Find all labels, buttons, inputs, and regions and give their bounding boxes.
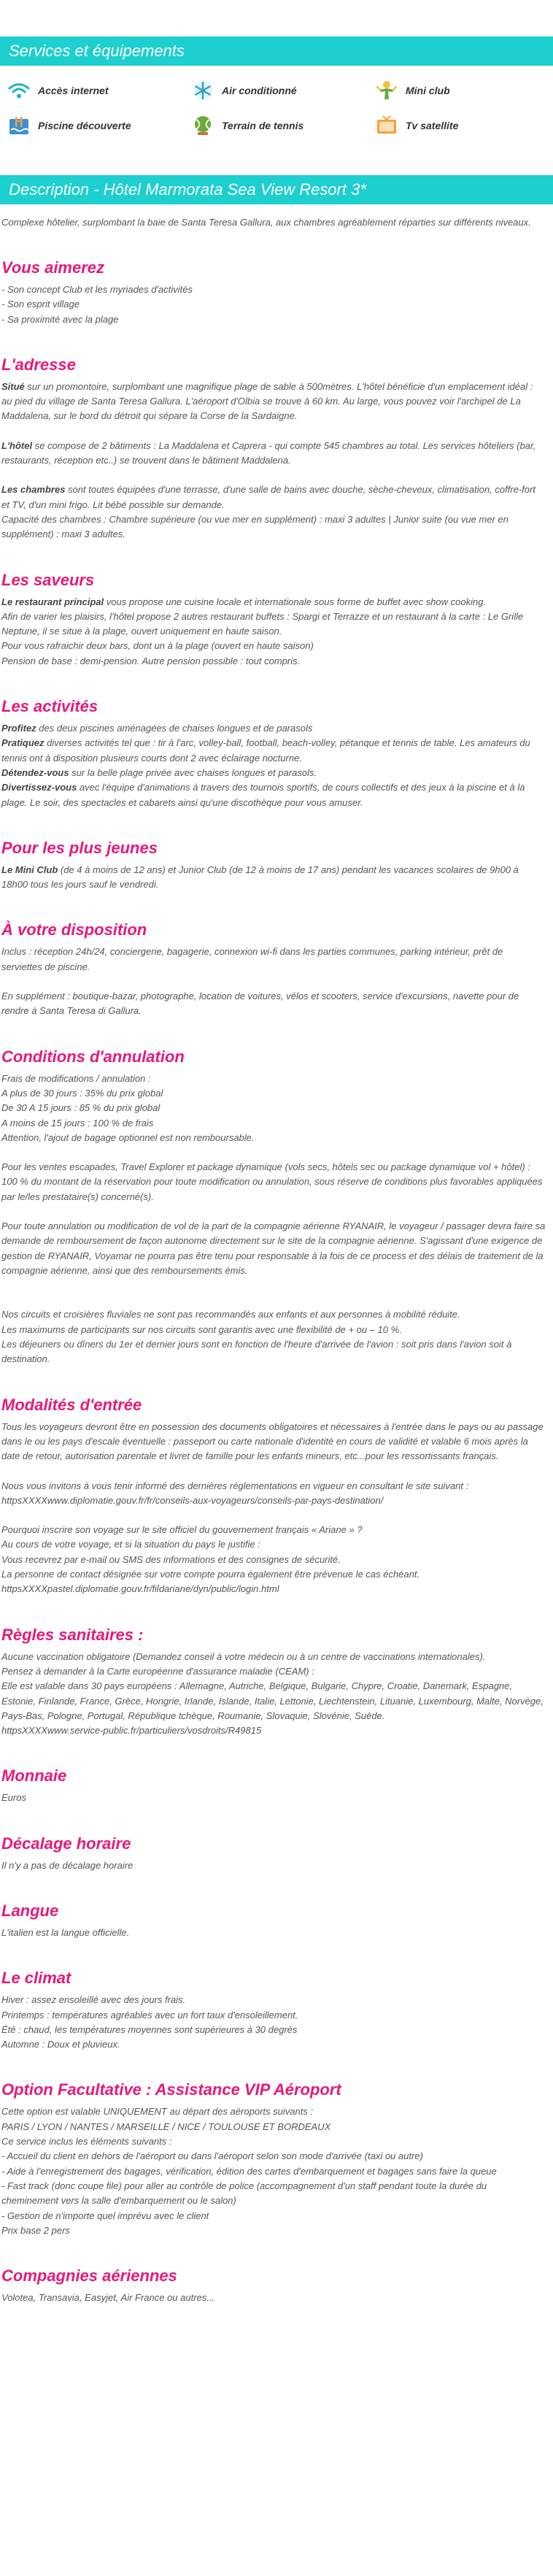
section-title: Conditions d'annulation	[1, 1047, 185, 1066]
equipment-label: Terrain de tennis	[222, 120, 304, 131]
wifi-icon	[7, 79, 31, 102]
paragraph-text: se compose de 2 bâtiments : La Maddalena et Caprera - qui compte 545 chambres au total. Les services hôteliers (bar, restaurants, réception etc..) se trouvent dans le bâtiment Maddalena.	[1, 439, 536, 466]
section-body	[0, 1650, 553, 1739]
bold-lead: Profitez	[1, 723, 36, 734]
paragraph-text: Frais de modifications / annulation : A plus de 30 jours : 35% du prix global De 30 A 15 jours : 85 % du prix global A moins de 15 jours : 100 % de frais Attention, l'ajout de bagage optionnel est non remboursable.	[1, 1072, 255, 1143]
paragraph-text: avec l'équipe d'animations à travers des tournois sportifs, de cours collectifs et des jeux à la piscine et à la plage. Le soir, des spectacles et cabarets ainsi qu'une discothèque pour vous amuser.	[1, 782, 525, 808]
section-title: Monnaie	[1, 1766, 67, 1785]
tv-icon	[375, 114, 398, 137]
equipment-item	[191, 79, 375, 102]
section-body	[0, 863, 553, 893]
section-paragraph	[1, 1219, 546, 1278]
equipment-label: Accès internet	[38, 85, 109, 96]
kids-icon	[375, 79, 398, 102]
pool-icon	[7, 114, 31, 137]
bold-lead: Les chambres	[1, 484, 66, 496]
tennis-icon	[191, 114, 214, 137]
equipment-item	[375, 79, 553, 102]
equipment-label: Tv satellite	[406, 120, 459, 131]
description-title: Description - Hôtel Marmorata Sea View Resort 3*	[0, 175, 553, 204]
section-title: Compagnies aériennes	[1, 2267, 177, 2285]
paragraph-text: Inclus : réception 24h/24, conciergerie, bagagerie, connexion wi-fi dans les parties communes, parking intérieur, prêt de serviettes de piscine.	[1, 946, 503, 972]
paragraph-text: Aucune vaccination obligatoire (Demandez conseil à votre médecin ou à un centre de vaccinations internationales). Pensez à demander à la Carte européenne d'assurance maladie (CEAM) : Elle est valable dans 30 pays européens : Allemagne, Autriche, Belgique, Bulgarie, Chypre, Croatie, Danemark, Espagne, Estonie, Finlande, France, Grèce, Hongrie, Irlande, Islande, Italie, Lettonie, Liechtenstein, Lituanie, Luxembourg, Malte, Norvège, Pays-Bas, Pologne, Portugal, République tchèque, Roumanie, Slovaquie, Slovénie, Suède. httpsXXXXwww.service-public.fr/particuliers/vosdroits/R49815	[1, 1650, 544, 1737]
section-title: Les saveurs	[1, 570, 95, 589]
equipment-item	[7, 114, 191, 137]
paragraph-text: sont toutes équipées d'une terrasse, d'une salle de bains avec douche, sèche-cheveux, climatisation, coffre-fort et TV, d'un mini frigo. Lit bébé possible sur demande. Capacité des chambres : Chambre supérieure (ou vue mer en supplément) : maxi 3 adultes | Junior suite (ou vue mer en supplément) : maxi 3 adultes.	[1, 484, 535, 540]
section-paragraph	[1, 282, 546, 327]
section-paragraph	[1, 1293, 546, 1366]
section-paragraph	[1, 595, 546, 669]
section-paragraph	[1, 721, 546, 810]
section-paragraph	[1, 1926, 546, 1940]
equipment-label: Air conditionné	[222, 85, 297, 96]
section-paragraph	[1, 380, 546, 424]
paragraph-text: Euros	[1, 1792, 26, 1804]
section-paragraph	[1, 1650, 546, 1739]
paragraph-text: Nos circuits et croisières fluviales ne sont pas recommandés aux enfants et aux personnes à mobilité réduite. Les maximums de participants sur nos circuits sont garantis avec une flexibilité de + ou – 10 %. Les déjeuners ou dîners du 1er et dernier jours sont en fonction de l'heure d'arrivée de l'avion : soit pris dans l'avion soit à destination.	[1, 1309, 512, 1365]
section-title: À votre disposition	[1, 920, 147, 939]
paragraph-text: Pour toute annulation ou modification de vol de la part de la compagnie aérienne RYANAIR, le voyageur / passager devra faire sa demande de remboursement de façon autonome directement sur le site de la compagnie aérienne. S'agissant d'une exigence de gestion de RYANAIR, Voyamar ne pourra pas être tenu pour responsable à la fois de ce process et des délais de traitement de la compagnie aérienne, ainsi que des remboursements émis.	[1, 1220, 546, 1276]
paragraph-text: sur un promontoire, surplombant une magnifique plage de sable à 500mètres. L'hôtel bénéficie d'un emplacement idéal : au pied du village de Santa Teresa Gallura. L'aéroport d'Olbia se trouve à 60 km. Au large, vous pouvez voir l'archipel de La Maddalena, sur le bord du détroit qui sépare la Corse de la Sardaigne.	[1, 380, 533, 422]
paragraph-text: diverses activités tel que : tir à l'arc, volley-ball, football, beach-volley, pétanque et tennis de table. Les amateurs du tennis ont à disposition plusieurs courts dont 2 avec éclairage nocturne.	[1, 737, 530, 764]
paragraph-text: En supplément : boutique-bazar, photographe, location de voitures, vélos et scooters, service d'excursions, navette pour de rendre à Santa Teresa di Gallura.	[1, 991, 519, 1017]
equipment-label: Mini club	[406, 85, 450, 96]
bold-lead: Situé	[1, 380, 25, 392]
equipment-item	[375, 114, 553, 137]
section-title: Langue	[1, 1902, 59, 1920]
bold-lead: Pratiquez	[1, 737, 45, 749]
section-body	[0, 1420, 553, 1597]
section-title: Modalités d'entrée	[1, 1395, 142, 1414]
paragraph-text: Cette option est valable UNIQUEMENT au départ des aéroports suivants : PARIS / LYON / NANTES / MARSEILLE / NICE / TOULOUSE ET BORDEAUX Ce service inclus les éléments suivants : - Accueil du client en dehors de l'aéroport ou dans l'aéroport selon son mode d'arrivée (taxi ou autre) - Aide à l'enregistrement des bagages, vérification, édition des cartes d'embarquement et bagages sans faire la queue - Fast track (donc coupe file) pour aller au contrôle de police (accompagnement d'un staff pendant toute la durée du cheminement vers la salle d'embarquement ou le salon) - Gestion de n'importe quel imprévu avec le client Prix base 2 pers	[1, 2106, 497, 2236]
section-paragraph	[1, 1479, 546, 1509]
paragraph-text: sur la belle plage privée avec chaises longues et parasols.	[71, 766, 317, 778]
equipment-label: Piscine découverte	[38, 120, 131, 131]
section-title: Décalage horaire	[1, 1834, 131, 1853]
section-paragraph	[1, 1160, 546, 1204]
equipments-title: Services et équipements	[0, 36, 553, 66]
bold-lead: Le restaurant principal	[1, 596, 104, 607]
section-paragraph	[1, 1072, 546, 1145]
section-title: Règles sanitaires :	[1, 1625, 144, 1644]
paragraph-text: Pourquoi inscrire son voyage sur le site officiel du gouvernement français « Ariane » ? Au cours de votre voyage, et si la situation du pays le justifie : Vous recevrez par e-mail ou SMS des informations et des consignes de sécurité. La personne de contact désignée sur votre compte pourra également être prévenue le cas échéant. httpsXXXXpastel.diplomatie.gouv.fr/fildariane/dyn/public/login.html	[1, 1524, 420, 1595]
description-sections	[0, 230, 553, 2305]
section-paragraph	[1, 1993, 546, 2052]
section-body	[0, 1993, 553, 2052]
section-paragraph	[1, 2291, 546, 2305]
paragraph-text: Tous les voyageurs devront être en possession des documents obligatoires et nécessaires à l'entrée dans le pays ou au passage dans le ou les pays d'escale éventuelle : passeport ou carte nationale d'identité en cours de validité et valable 6 mois après la date de retour, autorisation parentale et livret de famille pour les enfants mineurs, etc...pour les ressortissants français.	[1, 1420, 544, 1462]
section-paragraph	[1, 1858, 546, 1873]
section-paragraph	[1, 439, 546, 469]
section-title: Le climat	[1, 1969, 71, 1988]
paragraph-text: (de 4 à moins de 12 ans) et Junior Club (de 12 à moins de 17 ans) pendant les vacances scolaires de 9h00 à 18h00 tous les jours sauf le vendredi.	[1, 864, 519, 891]
bold-lead: L'hôtel	[1, 439, 33, 451]
section-title: Les activités	[1, 697, 98, 716]
section-body	[0, 2291, 553, 2305]
bold-lead: Le Mini Club	[1, 864, 58, 875]
section-title: Pour les plus jeunes	[1, 838, 158, 857]
paragraph-text: - Son concept Club et les myriades d'activités - Son esprit village - Sa proximité avec la plage	[1, 284, 193, 325]
equipment-item	[191, 114, 375, 137]
paragraph-text: des deux piscines aménagées de chaises longues et de parasols	[39, 723, 313, 734]
paragraph-text: Nous vous invitons à vous tenir informé des dernières réglementations en vigueur en consultant le site suivant : httpsXXXXwww.diplomatie.gouv.fr/fr/conseils-aux-voyageurs/conseils-par-pays-destination/	[1, 1480, 469, 1506]
section-title: Option Facultative : Assistance VIP Aéroport	[1, 2080, 341, 2099]
paragraph-text: Hiver : assez ensoleillé avec des jours frais. Printemps : températures agréables avec un fort taux d'ensoleillement. Été : chaud, les températures moyennes sont supérieures à 30 degrés Automne : Doux et pluvieux.	[1, 1994, 298, 2050]
section-paragraph	[1, 945, 546, 974]
section-body	[0, 2104, 553, 2238]
section-paragraph	[1, 2104, 546, 2238]
section-paragraph	[1, 1791, 546, 1805]
section-body	[0, 721, 553, 810]
paragraph-text: vous propose une cuisine locale et internationale sous forme de buffet avec show cooking. Afin de varier les plaisirs, l'hôtel propose 2 autres restaurant buffets : Spargi et Terrazze et un restaurant à la carte : Le Grille Neptune, il se situe à la plage, ouvert uniquement en haute saison. Pour vous rafraichir deux bars, dont un à la plage (ouvert en haute saison) Pension de base : demi-pension. Autre pension possible : tout compris.	[1, 596, 524, 666]
section-body	[0, 1858, 553, 1873]
bold-lead: Divertissez-vous	[1, 782, 77, 793]
section-body	[0, 380, 553, 542]
paragraph-text: L'italien est la langue officielle.	[1, 1927, 130, 1938]
description-intro: Complexe hôtelier, surplombant la baie de Santa Teresa Gallura, aux chambres agréablement réparties sur différents niveaux.	[1, 217, 531, 228]
section-body	[0, 945, 553, 1018]
section-title: Vous aimerez	[1, 258, 105, 277]
paragraph-text: Volotea, Transavia, Easyjet, Air France ou autres...	[1, 2292, 215, 2304]
section-paragraph	[1, 482, 546, 542]
section-title: L'adresse	[1, 355, 76, 374]
bold-lead: Détendez-vous	[1, 766, 69, 778]
section-paragraph	[1, 1523, 546, 1596]
section-paragraph	[1, 1420, 546, 1464]
section-body	[0, 282, 553, 327]
paragraph-text: Pour les ventes escapades, Travel Explorer et package dynamique (vols secs, hôtels sec ou package dynamique vol + hôtel) : 100 % du montant de la réservation pour toute modification ou annulation, sous réserve de conditions plus favorables appliquées par le/les prestataire(s) concerné(s).	[1, 1161, 543, 1202]
section-body	[0, 1072, 553, 1367]
paragraph-text: Il n'y a pas de décalage horaire	[1, 1859, 134, 1871]
equipment-item	[7, 79, 191, 102]
snowflake-icon	[191, 79, 214, 102]
equipments-grid	[0, 66, 553, 137]
section-paragraph	[1, 863, 546, 893]
section-body	[0, 1791, 553, 1805]
section-body	[0, 595, 553, 669]
section-body	[0, 1926, 553, 1940]
section-paragraph	[1, 989, 546, 1019]
